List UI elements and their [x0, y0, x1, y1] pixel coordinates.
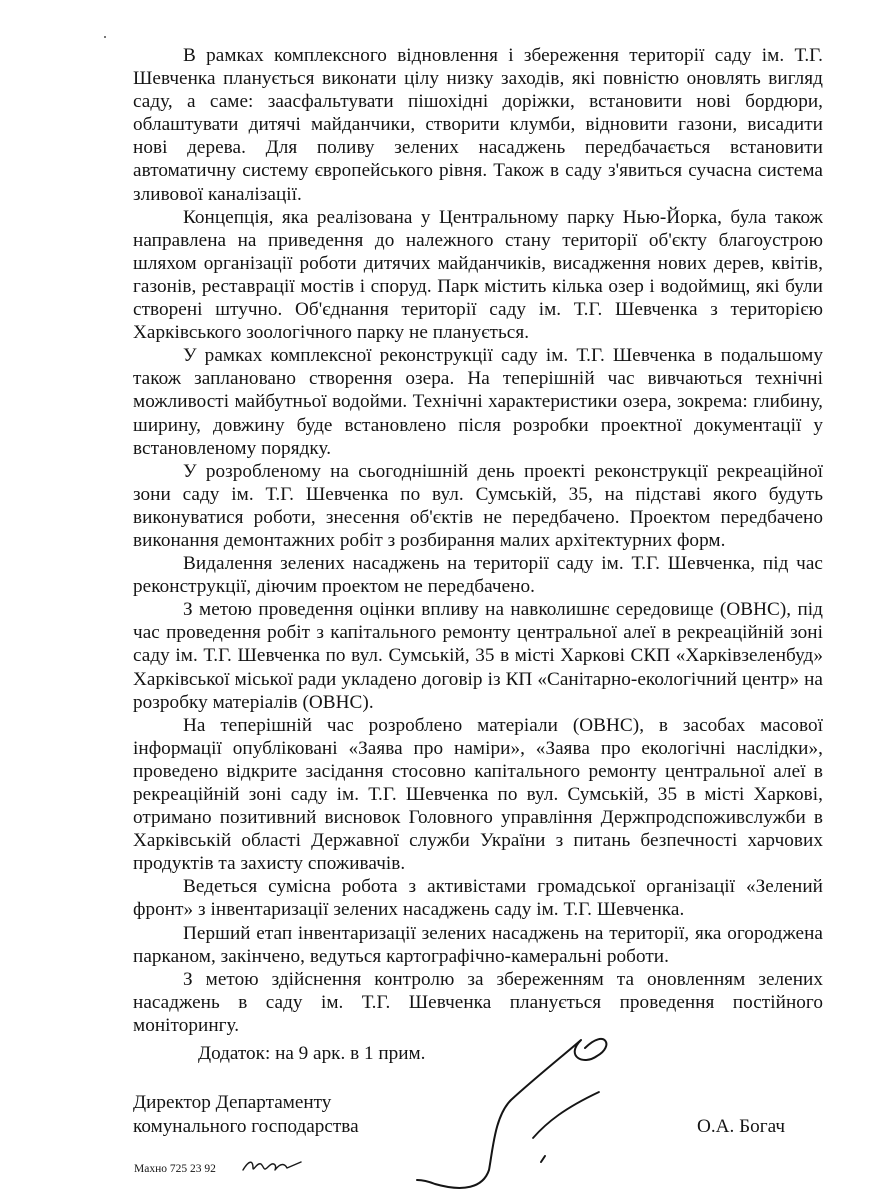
handwritten-signature	[415, 1020, 615, 1200]
signatory-position-line2: комунального господарства	[133, 1115, 359, 1137]
paragraph-green-front-cooperation: Ведеться сумісна робота з активістами громадської організації «Зелений фронт» з інвентаризації зелених насаджень саду ім. Т.Г. Шевченка.	[133, 876, 823, 921]
attachment-note: Додаток: на 9 арк. в 1 прим.	[198, 1043, 426, 1064]
signatory-position	[133, 1091, 359, 1138]
paragraph-environmental-assessment: З метою проведення оцінки впливу на навколишнє середовище (ОВНС), під час проведення робіт з капітального ремонту центральної алеї в рекреаційній зоні саду ім. Т.Г. Шевченка по вул. Сумській, 35 в місті Харкові СКП «Харківзеленбуд» Харківської міської ради укладено договір із КП «Санітарно-екологічний центр» на розробку матеріалів (ОВНС).	[133, 599, 823, 713]
paragraph-inventory-stage: Перший етап інвентаризації зелених насаджень на території, яка огороджена парканом, закінчено, ведуться картографічно-камеральні роботи.	[133, 922, 823, 967]
paragraph-central-park-concept: Концепція, яка реалізована у Центральному парку Нью-Йорка, була також направлена на приведення до належного стану території об'єкту благоустрою шляхом організації роботи дитячих майданчиків, висадження нових дерев, квітів, газонів, реставрації мостів і споруд. Парк містить кілька озер і водоймищ, які були створені штучно. Об'єднання території саду ім. Т.Г. Шевченка з територією Харківського зоологічного парку не планується.	[133, 206, 823, 344]
letter-body	[133, 44, 823, 1037]
paragraph-renovation-plan: В рамках комплексного відновлення і збереження території саду ім. Т.Г. Шевченка планується виконати цілу низку заходів, які повністю оновлять вигляд саду, а саме: заасфальтувати пішохідні доріжки, встановити нові бордюри, облаштувати дитячі майданчики, створити клумби, відновити газони, висадити нові дерева. Для поливу зелених насаджень передбачається встановити автоматичну систему європейського рівня. Також в саду з'явиться сучасна система зливової каналізації.	[133, 45, 823, 205]
paragraph-green-removal: Видалення зелених насаджень на території саду ім. Т.Г. Шевченка, під час реконструкції, діючим проектом не передбачено.	[133, 553, 823, 598]
executor-initials	[241, 1156, 303, 1178]
paragraph-lake-creation: У рамках комплексної реконструкції саду ім. Т.Г. Шевченка в подальшому також заплановано створення озера. На теперішній час вивчаються технічні можливості майбутньої водойми. Технічні характеристики озера, зокрема: глибину, ширину, довжину буде встановлено після розробки проектної документації у встановленому порядку.	[133, 345, 823, 459]
scan-speck	[104, 36, 106, 38]
paragraph-assessment-status: На теперішній час розроблено матеріали (ОВНС), в засобах масової інформації опубліковані «Заява про наміри», «Заява про екологічні наслідки», проведено відкрите засідання стосовно капітального ремонту центральної алеї в рекреаційній зоні саду ім. Т.Г. Шевченка по вул. Сумській, 35 в місті Харкові, отримано позитивний висновок Головного управління Держпродспоживслужби в Харківській області Державної служби України з питань безпечності харчових продуктів та захисту споживачів.	[133, 714, 823, 875]
executor-contact: Махно 725 23 92	[134, 1163, 216, 1175]
paragraph-monitoring: З метою здійснення контролю за збереженням та оновленням зелених насаджень в саду ім. Т.Г. Шевченка планується проведення постійного моніторингу.	[133, 968, 823, 1036]
signatory-position-line1: Директор Департаменту	[133, 1092, 332, 1113]
paragraph-reconstruction-project: У розробленому на сьогоднішній день проекті реконструкції рекреаційної зони саду ім. Т.Г. Шевченка по вул. Сумській, 35, на підставі якого будуть виконуватися роботи, знесення об'єктів не передбачено. Проектом передбачено виконання демонтажних робіт з розбирання малих архітектурних форм.	[133, 460, 823, 551]
signatory-name: О.А. Богач	[697, 1116, 785, 1137]
